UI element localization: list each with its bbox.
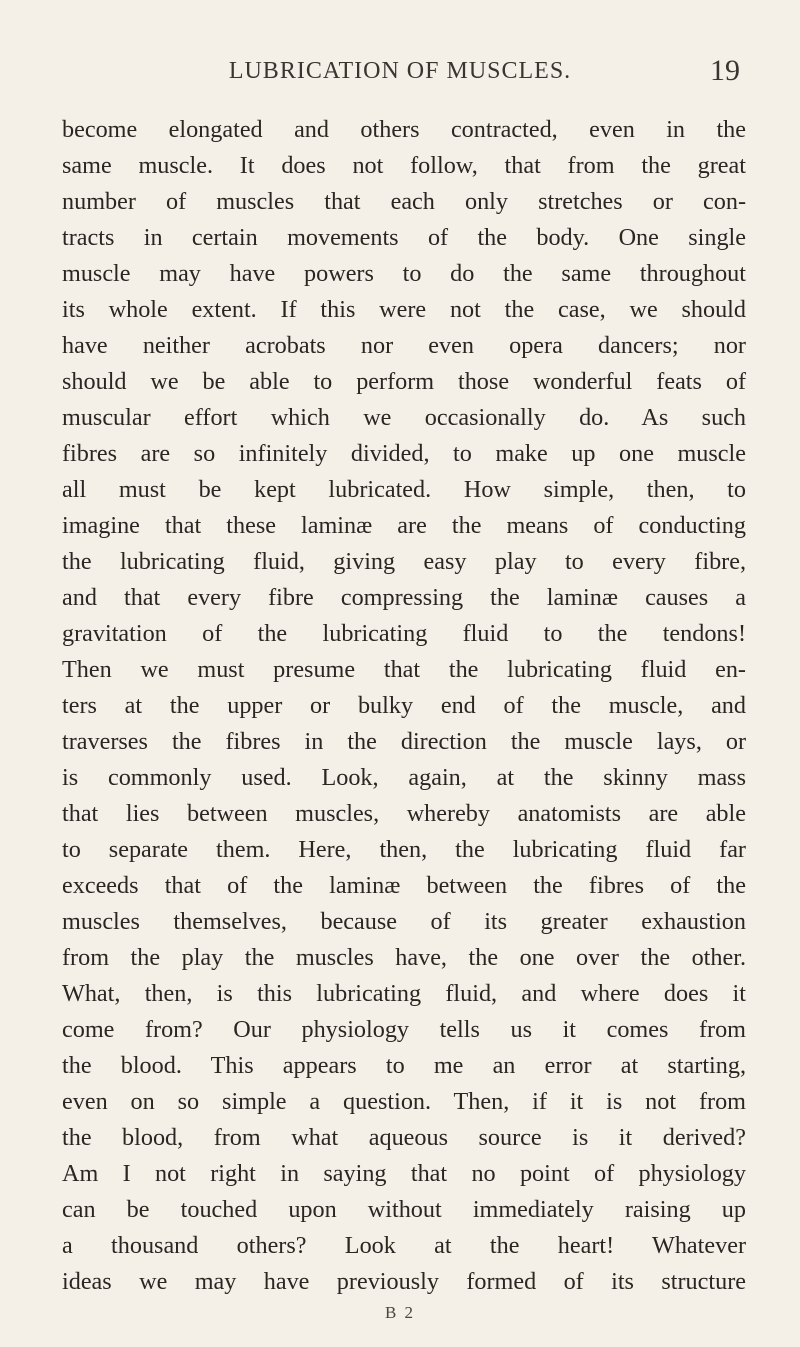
running-head <box>0 54 800 98</box>
text-line: same muscle. It does not follow, that from the great <box>62 152 746 179</box>
text-line: all must be kept lubricated. How simple, then, to <box>62 476 746 503</box>
text-line: come from? Our physiology tells us it comes from <box>62 1016 746 1043</box>
text-line: number of muscles that each only stretches or con- <box>62 188 746 215</box>
text-line: the blood. This appears to me an error at starting, <box>62 1052 746 1079</box>
text-line: ideas we may have previously formed of its structure <box>62 1268 746 1295</box>
text-line: is commonly used. Look, again, at the skinny mass <box>62 764 746 791</box>
text-line: to separate them. Here, then, the lubricating fluid far <box>62 836 746 863</box>
text-line: become elongated and others contracted, even in the <box>62 116 746 143</box>
text-line: muscle may have powers to do the same throughout <box>62 260 746 287</box>
text-line: muscles themselves, because of its greater exhaustion <box>62 908 746 935</box>
page-number: 19 <box>710 54 740 87</box>
text-line: tracts in certain movements of the body. One single <box>62 224 746 251</box>
text-line: muscular effort which we occasionally do. As such <box>62 404 746 431</box>
running-title: LUBRICATION OF MUSCLES. <box>228 58 572 84</box>
text-line: should we be able to perform those wonderful feats of <box>62 368 746 395</box>
text-line: even on so simple a question. Then, if it is not from <box>62 1088 746 1115</box>
signature-mark: B 2 <box>384 1303 416 1322</box>
text-line: Am I not right in saying that no point of physiology <box>62 1160 746 1187</box>
text-line: fibres are so infinitely divided, to make up one muscle <box>62 440 746 467</box>
text-line: ters at the upper or bulky end of the muscle, and <box>62 692 746 719</box>
text-line: Then we must presume that the lubricating fluid en- <box>62 656 746 683</box>
text-line: its whole extent. If this were not the case, we should <box>62 296 746 323</box>
text-line: and that every fibre compressing the laminæ causes a <box>62 584 746 611</box>
text-line: exceeds that of the laminæ between the fibres of the <box>62 872 746 899</box>
text-line: the lubricating fluid, giving easy play to every fibre, <box>62 548 746 575</box>
text-line: have neither acrobats nor even opera dancers; nor <box>62 332 746 359</box>
text-line: from the play the muscles have, the one over the other. <box>62 944 746 971</box>
text-line: that lies between muscles, whereby anatomists are able <box>62 800 746 827</box>
text-line: traverses the fibres in the direction the muscle lays, or <box>62 728 746 755</box>
text-line: What, then, is this lubricating fluid, and where does it <box>62 980 746 1007</box>
text-line: a thousand others? Look at the heart! Whatever <box>62 1232 746 1259</box>
text-line: the blood, from what aqueous source is it derived? <box>62 1124 746 1151</box>
text-line: can be touched upon without immediately raising up <box>62 1196 746 1223</box>
text-line: gravitation of the lubricating fluid to the tendons! <box>62 620 746 647</box>
text-line: imagine that these laminæ are the means of conducting <box>62 512 746 539</box>
body-text <box>62 112 746 1300</box>
